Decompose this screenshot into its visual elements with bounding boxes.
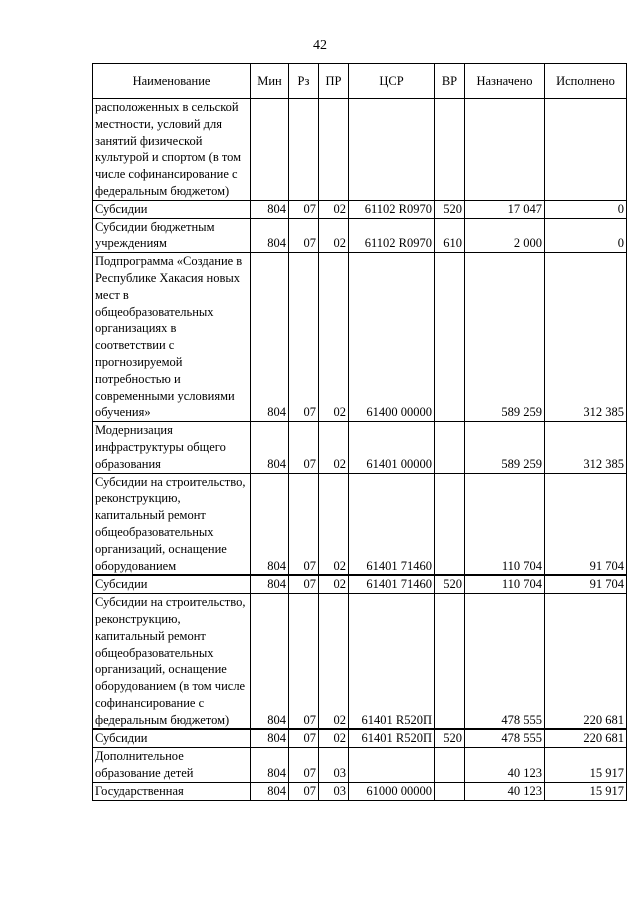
cell-name: Субсидии	[93, 575, 251, 593]
cell-pr: 02	[319, 575, 349, 593]
cell-csr: 61102 R0970	[349, 200, 435, 218]
cell-name: Подпрограмма «Создание в Республике Хакасия новых мест в общеобразовательных организациях в соответствии с прогнозируемой потребностью и современными условиями обучения»	[93, 253, 251, 422]
cell-planned: 478 555	[465, 594, 545, 730]
cell-executed: 0	[545, 200, 627, 218]
table-row	[93, 218, 627, 253]
cell-executed: 0	[545, 218, 627, 253]
table-row	[93, 729, 627, 747]
cell-min: 804	[251, 575, 289, 593]
table-row	[93, 473, 627, 575]
cell-pr: 02	[319, 422, 349, 473]
cell-rz: 07	[289, 782, 319, 800]
cell-rz: 07	[289, 253, 319, 422]
table-row	[93, 782, 627, 800]
cell-pr: 02	[319, 473, 349, 575]
cell-rz: 07	[289, 422, 319, 473]
cell-csr: 61401 71460	[349, 575, 435, 593]
cell-rz: 07	[289, 748, 319, 783]
cell-rz: 07	[289, 218, 319, 253]
cell-min: 804	[251, 748, 289, 783]
cell-pr: 02	[319, 218, 349, 253]
cell-pr: 02	[319, 200, 349, 218]
cell-min	[251, 99, 289, 201]
cell-min: 804	[251, 782, 289, 800]
cell-min: 804	[251, 218, 289, 253]
cell-planned: 40 123	[465, 748, 545, 783]
cell-vr	[435, 473, 465, 575]
cell-vr: 520	[435, 575, 465, 593]
cell-csr: 61102 R0970	[349, 218, 435, 253]
cell-planned: 589 259	[465, 253, 545, 422]
cell-executed: 91 704	[545, 473, 627, 575]
cell-csr: 61000 00000	[349, 782, 435, 800]
cell-executed: 220 681	[545, 594, 627, 730]
cell-name: Модернизация инфраструктуры общего образования	[93, 422, 251, 473]
cell-pr	[319, 99, 349, 201]
cell-vr	[435, 594, 465, 730]
page-number: 42	[313, 38, 327, 53]
cell-planned: 17 047	[465, 200, 545, 218]
header-csr: ЦСР	[349, 64, 435, 99]
cell-planned	[465, 99, 545, 201]
cell-name: расположенных в сельской местности, условий для занятий физической культурой и спортом (в том числе софинансирование с федеральным бюджетом)	[93, 99, 251, 201]
table-row	[93, 422, 627, 473]
cell-rz: 07	[289, 473, 319, 575]
table-row	[93, 594, 627, 730]
header-min: Мин	[251, 64, 289, 99]
header-rz: Рз	[289, 64, 319, 99]
header-executed: Исполнено	[545, 64, 627, 99]
cell-planned: 110 704	[465, 473, 545, 575]
cell-rz: 07	[289, 729, 319, 747]
cell-executed	[545, 99, 627, 201]
cell-min: 804	[251, 594, 289, 730]
header-name: Наименование	[93, 64, 251, 99]
table-row	[93, 99, 627, 201]
cell-executed: 91 704	[545, 575, 627, 593]
cell-csr: 61401 R520П	[349, 594, 435, 730]
header-planned: Назначено	[465, 64, 545, 99]
table-row	[93, 748, 627, 783]
table-row	[93, 575, 627, 593]
cell-executed: 15 917	[545, 782, 627, 800]
cell-min: 804	[251, 729, 289, 747]
cell-vr	[435, 748, 465, 783]
cell-rz: 07	[289, 594, 319, 730]
cell-csr: 61401 R520П	[349, 729, 435, 747]
cell-csr	[349, 99, 435, 201]
cell-planned: 589 259	[465, 422, 545, 473]
cell-executed: 15 917	[545, 748, 627, 783]
cell-min: 804	[251, 253, 289, 422]
cell-pr: 02	[319, 729, 349, 747]
cell-name: Субсидии	[93, 729, 251, 747]
cell-name: Дополнительное образование детей	[93, 748, 251, 783]
cell-rz: 07	[289, 575, 319, 593]
cell-planned: 478 555	[465, 729, 545, 747]
cell-pr: 02	[319, 594, 349, 730]
cell-vr	[435, 782, 465, 800]
cell-name: Государственная	[93, 782, 251, 800]
cell-min: 804	[251, 200, 289, 218]
cell-planned: 110 704	[465, 575, 545, 593]
cell-planned: 2 000	[465, 218, 545, 253]
cell-planned: 40 123	[465, 782, 545, 800]
cell-vr: 520	[435, 729, 465, 747]
cell-min: 804	[251, 473, 289, 575]
cell-vr	[435, 253, 465, 422]
cell-executed: 312 385	[545, 253, 627, 422]
cell-name: Субсидии на строительство, реконструкцию, капитальный ремонт общеобразовательных организаций, оснащение оборудованием (в том числе софинансирование с федеральным бюджетом)	[93, 594, 251, 730]
cell-executed: 220 681	[545, 729, 627, 747]
header-vr: ВР	[435, 64, 465, 99]
cell-name: Субсидии бюджетным учреждениям	[93, 218, 251, 253]
cell-pr: 02	[319, 253, 349, 422]
budget-table	[92, 63, 627, 801]
table-row	[93, 253, 627, 422]
cell-vr	[435, 99, 465, 201]
cell-vr	[435, 422, 465, 473]
cell-csr: 61401 71460	[349, 473, 435, 575]
cell-vr: 610	[435, 218, 465, 253]
header-pr: ПР	[319, 64, 349, 99]
cell-pr: 03	[319, 782, 349, 800]
table-row	[93, 200, 627, 218]
cell-csr	[349, 748, 435, 783]
cell-rz: 07	[289, 200, 319, 218]
cell-vr: 520	[435, 200, 465, 218]
cell-min: 804	[251, 422, 289, 473]
cell-rz	[289, 99, 319, 201]
cell-csr: 61400 00000	[349, 253, 435, 422]
cell-pr: 03	[319, 748, 349, 783]
cell-csr: 61401 00000	[349, 422, 435, 473]
table-header-row	[93, 64, 627, 99]
cell-name: Субсидии на строительство, реконструкцию, капитальный ремонт общеобразовательных организаций, оснащение оборудованием	[93, 473, 251, 575]
cell-name: Субсидии	[93, 200, 251, 218]
cell-executed: 312 385	[545, 422, 627, 473]
